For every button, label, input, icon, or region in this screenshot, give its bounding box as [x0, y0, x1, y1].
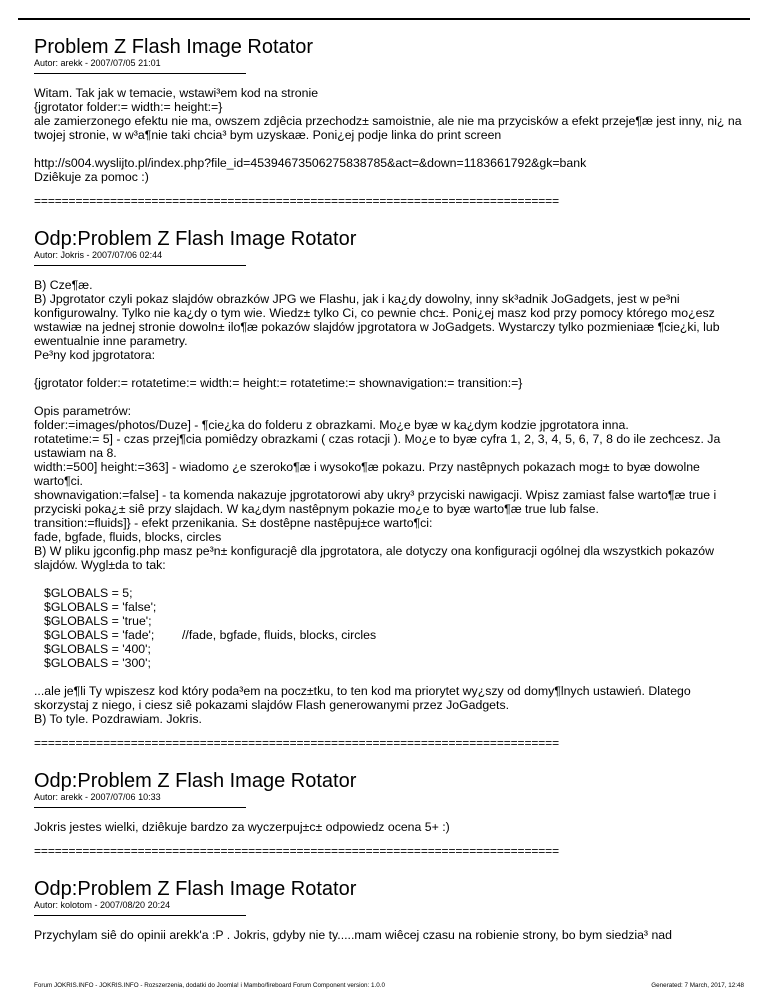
body-line: fade, bgfade, fluids, blocks, circles — [34, 530, 222, 544]
meta-divider — [34, 265, 246, 266]
post-body — [34, 820, 744, 834]
body-line: B) To tyle. Pozdrawiam. Jokris. — [34, 712, 202, 726]
code-row: $GLOBALS = '300'; — [44, 656, 151, 670]
code-row: $GLOBALS = 'false'; — [44, 600, 157, 614]
code-sample: {jgrotator folder:= rotatetime:= width:= height:= rotatetime:= shownavigation:= transition:=} — [34, 376, 523, 390]
post-separator: ============================================================================ — [34, 194, 559, 208]
document-page — [34, 36, 744, 942]
post-1 — [34, 36, 744, 208]
code-row: $GLOBALS = 'true'; — [44, 614, 152, 628]
post-title: Odp:Problem Z Flash Image Rotator — [34, 878, 357, 900]
post-body — [34, 278, 744, 726]
code-row: $GLOBALS = '400'; — [44, 642, 151, 656]
post-author-meta: Autor: arekk - 2007/07/05 21:01 — [34, 58, 161, 68]
code-row: $GLOBALS = 5; — [44, 586, 133, 600]
body-line: ale zamierzonego efektu nie ma, owszem zdjêcia przechodz± samoistnie, ale nie ma przycisków a efekt przeje¶æ jest inny, ni¿ na twojej stronie, w w³a¶nie taki chcia³ bym uzyskaæ. Poni¿ej podje linka do print screen — [34, 114, 742, 142]
body-line: transition:=fluids]} - efekt przenikania. S± dostêpne nastêpuj±ce warto¶ci: — [34, 516, 433, 530]
code-row: $GLOBALS = 'fade'; //fade, bgfade, fluids, blocks, circles — [44, 628, 377, 642]
footer-generated: Generated: 7 March, 2017, 12:48 — [651, 982, 744, 989]
top-rule — [18, 18, 750, 20]
post-title: Odp:Problem Z Flash Image Rotator — [34, 770, 357, 792]
post-title: Problem Z Flash Image Rotator — [34, 36, 313, 58]
post-separator: ============================================================================ — [34, 736, 559, 750]
meta-divider — [34, 73, 246, 74]
post-title: Odp:Problem Z Flash Image Rotator — [34, 228, 357, 250]
body-line: ...ale je¶li Ty wpiszesz kod który poda³em na pocz±tku, to ten kod ma priorytet wy¿szy od domy¶lnych ustawień. Dlatego skorzystaj z niego, i ciesz siê pokazami slajdów Flash generowanymi przez JoGadgets. — [34, 684, 691, 712]
body-line: Witam. Tak jak w temacie, wstawi³em kod na stronie — [34, 86, 319, 100]
body-line: rotatetime:= 5] - czas przej¶cia pomiêdzy obrazkami ( czas rotacji ). Mo¿e to byæ cyfra 1, 2, 3, 4, 5, 6, 7, 8 do ile zechcesz. Ja ustawiam na 8. — [34, 432, 721, 460]
body-line: Dziêkuje za pomoc :) — [34, 170, 149, 184]
post-author-meta: Autor: Jokris - 2007/07/06 02:44 — [34, 250, 163, 260]
body-line: Opis parametrów: — [34, 404, 132, 418]
body-line: Pe³ny kod jpgrotatora: — [34, 348, 155, 362]
body-line: {jgrotator folder:= width:= height:=} — [34, 100, 223, 114]
post-body — [34, 86, 744, 184]
post-2 — [34, 228, 744, 750]
config-code-block — [44, 586, 744, 670]
body-line: B) Jpgrotator czyli pokaz slajdów obrazków JPG we Flashu, jak i ka¿dy dowolny, inny sk³adnik JoGadgets, jest w pe³ni konfigurowalny. Tylko nie ka¿dy o tym wie. Wiedz± tylko Ci, co pewnie chc±. Poni¿ej masz kod przy pomocy którego mo¿esz wstawiæ na jednej stronie dowoln± ilo¶æ pokazów slajdów jpgrotatora w JoGadgets. Wystarczy tylko pozmieniaæ ¶cie¿ki, lub ewentualnie inne parametry. — [34, 292, 720, 348]
post-3 — [34, 770, 744, 858]
page-footer — [34, 982, 744, 990]
meta-divider — [34, 915, 246, 916]
post-author-meta: Autor: arekk - 2007/07/06 10:33 — [34, 792, 161, 802]
footer-source: Forum JOKRIS.INFO - JOKRIS.INFO - Rozszerzenia, dodatki do Joomla! i Mambo/fireboard Forum Component version: 1.0.0 — [34, 982, 385, 989]
body-line: B) W pliku jgconfig.php masz pe³n± konfiguracjê dla jpgrotatora, ale dotyczy ona konfiguracji ogólnej dla wszystkich pokazów slajdów. Wygl±da to tak: — [34, 544, 715, 572]
body-line: folder:=images/photos/Duze] - ¶cie¿ka do folderu z obrazkami. Mo¿e byæ w ka¿dym kodzie jpgrotatora inna. — [34, 418, 629, 432]
post-4 — [34, 878, 744, 942]
post-body — [34, 928, 744, 942]
body-line: width:=500] height:=363] - wiadomo ¿e szeroko¶æ i wysoko¶æ pokazu. Przy nastêpnych pokazach mog± to byæ dowolne warto¶ci. — [34, 460, 700, 488]
meta-divider — [34, 807, 246, 808]
body-line: Jokris jestes wielki, dziêkuje bardzo za wyczerpuj±c± odpowiedz ocena 5+ :) — [34, 820, 450, 834]
post-author-meta: Autor: kolotom - 2007/08/20 20:24 — [34, 900, 171, 910]
body-line: shownavigation:=false] - ta komenda nakazuje jpgrotatorowi aby ukry³ przyciski nawigacji. Wpisz zamiast false warto¶æ true i przyciski poka¿± siê przy slajdach. W ka¿dym nastêpnym pokazie mo¿e to byæ warto¶æ true lub false. — [34, 488, 717, 516]
post-separator: ============================================================================ — [34, 844, 559, 858]
body-line: B) Cze¶æ. — [34, 278, 93, 292]
screenshot-link[interactable]: http://s004.wyslijto.pl/index.php?file_id=45394673506275838785&act=&down=1183661792&gk=bank — [34, 156, 587, 170]
body-line: Przychylam siê do opinii arekk'a :P . Jokris, gdyby nie ty.....mam wiêcej czasu na robienie strony, bo bym siedzia³ nad — [34, 928, 672, 942]
